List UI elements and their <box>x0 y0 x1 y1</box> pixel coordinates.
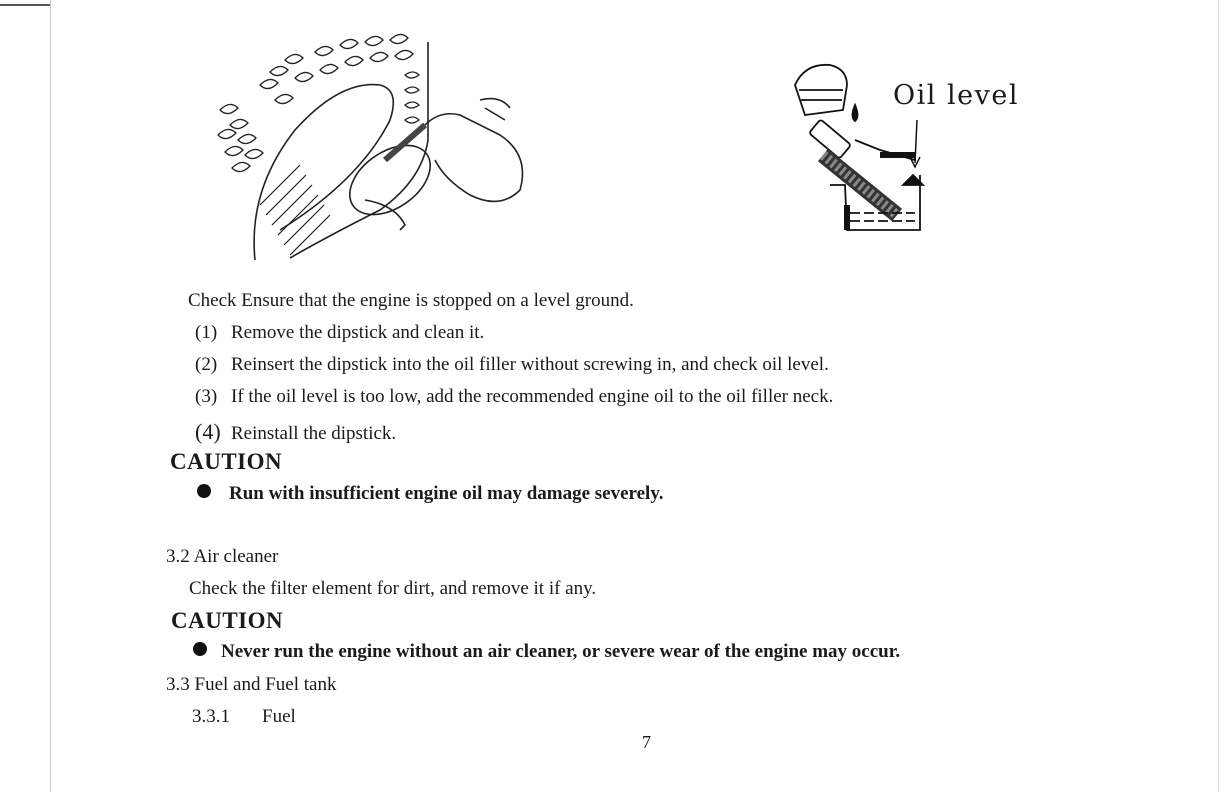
section-heading-fuel: 3.3 Fuel and Fuel tank <box>166 674 337 695</box>
bullet-icon <box>197 484 211 498</box>
step-4 <box>195 419 396 445</box>
scan-edge-line <box>0 4 50 6</box>
check-intro: Check Ensure that the engine is stopped on a level ground. <box>188 290 634 311</box>
page-number: 7 <box>642 732 651 752</box>
caution-heading: CAUTION <box>171 608 284 633</box>
caution-text: Run with insufficient engine oil may damage severely. <box>229 483 664 504</box>
section-heading-air-cleaner: 3.2 Air cleaner <box>166 546 279 567</box>
caution-item <box>197 483 664 505</box>
subsection-number: 3.3.1 <box>192 706 230 727</box>
step-number: (3) <box>195 386 218 407</box>
step-text: Reinstall the dipstick. <box>231 423 397 444</box>
step-number: (4) <box>195 419 221 444</box>
caution-heading: CAUTION <box>170 449 283 474</box>
step-1 <box>195 322 484 344</box>
step-text: Reinsert the dipstick into the oil filler without screwing in, and check oil level. <box>231 354 829 375</box>
step-2 <box>195 354 829 376</box>
caution-text: Never run the engine without an air cleaner, or severe wear of the engine may occur. <box>221 641 901 662</box>
step-number: (1) <box>195 322 218 343</box>
subsection-fuel <box>192 706 296 728</box>
air-cleaner-text: Check the filter element for dirt, and remove it if any. <box>189 578 597 599</box>
oil-level-label: Oil level <box>893 80 1019 111</box>
step-text: If the oil level is too low, add the recommended engine oil to the oil filler neck. <box>231 386 834 407</box>
step-number: (2) <box>195 354 218 375</box>
step-3 <box>195 386 833 408</box>
bullet-icon <box>193 642 207 656</box>
scan-margin-line-right <box>1218 0 1219 792</box>
subsection-label: Fuel <box>262 706 296 727</box>
oil-filling-illustration <box>200 30 550 270</box>
caution-item <box>193 641 900 663</box>
scan-margin-line <box>50 0 51 792</box>
step-text: Remove the dipstick and clean it. <box>231 322 485 343</box>
